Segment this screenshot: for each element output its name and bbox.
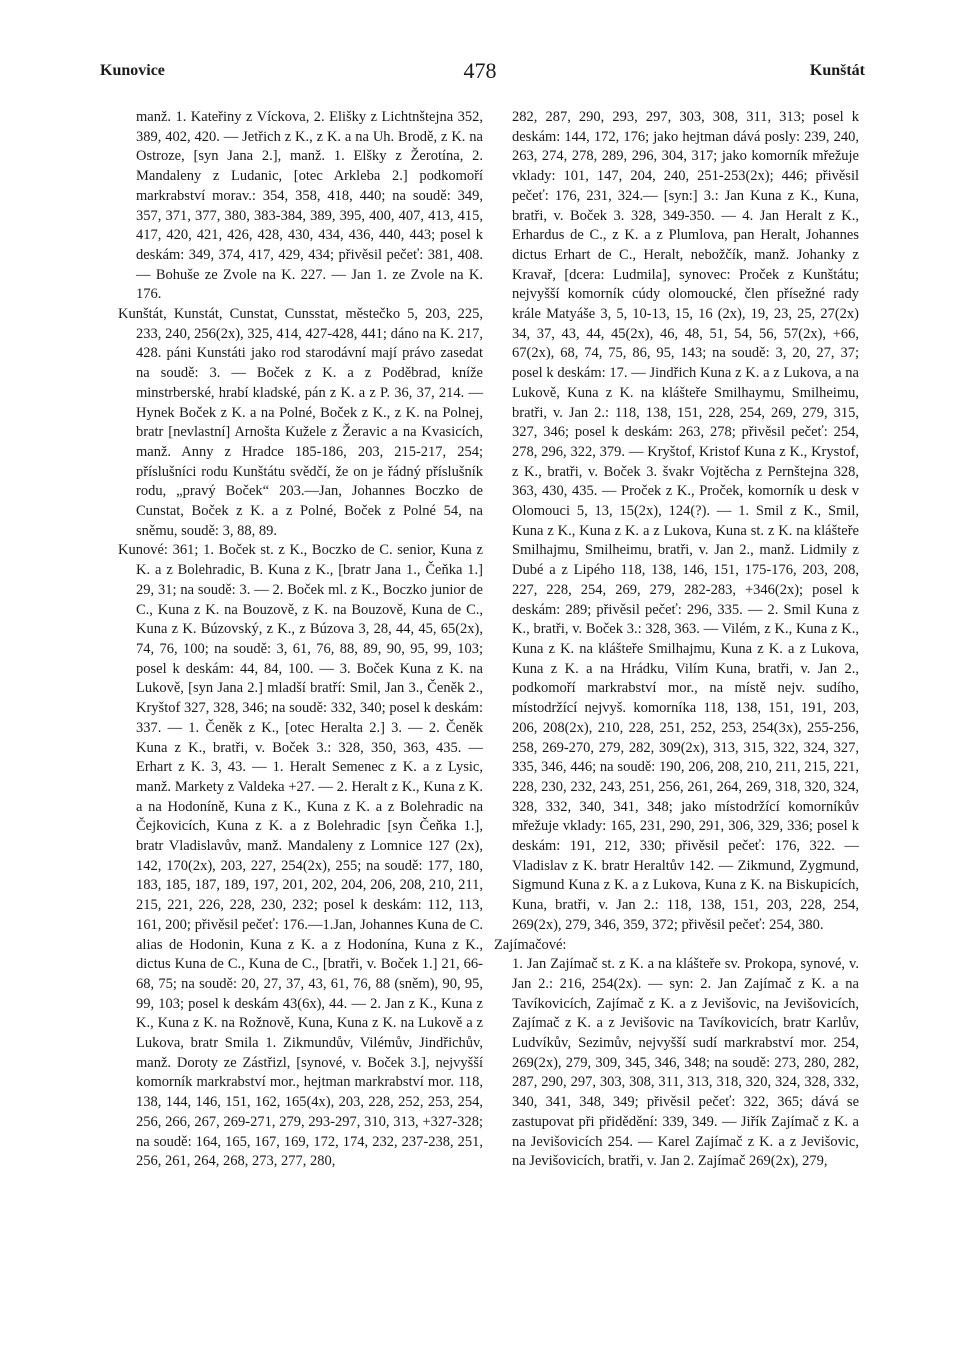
right-column xyxy=(494,108,859,1172)
index-paragraph: manž. 1. Kateřiny z Víckova, 2. Elišky z Lichtnštejna 352, 389, 402, 420. — Jetřich z K., z K. a na Uh. Brodě, z K. na Ostroze, [syn Jana 2.], manž. 1. Elšky z Žerotína, 2. Mandaleny z Ludanic, [otec Arkleba 2.] podkomoří markrabství morav.: 354, 358, 418, 440; na soudě: 349, 357, 371, 377, 380, 383-384, 389, 395, 400, 407, 413, 415, 417, 420, 421, 426, 428, 430, 434, 436, 440, 443; posel k deskám: 349, 374, 417, 429, 434; přivěsil pečeť: 381, 408. — Bohuše ze Zvole na K. 227. — Jan 1. ze Zvole na K. 176. xyxy=(136,109,483,303)
index-paragraph: 1. Jan Zajímač st. z K. a na klášteře sv. Prokopa, synové, v. Jan 2.: 216, 254(2x). — syn: 2. Jan Zajímač z K. a na Tavíkovicích, Zajímač z K. a z Jevišovic, na Jevišovicích, Zajímač z K. a z Jevišovic na Tavíkovicích, bratr Karlův, Ludvíkův, Sezimův, nejvyšší sudí markrabství mor. 254, 269(2x), 279, 309, 345, 346, 348; na soudě: 273, 280, 282, 287, 290, 297, 303, 308, 311, 313, 318, 320, 324, 328, 332, 340, 341, 348, 349; přivěsil pečeť: 322, 365; dává se zastupovat při přidědění: 339, 349. — Jiřík Zajímač z K. a na Jevišovicích 254. — Karel Zajímač z K. a z Jevišovic, na Jevišovicích, bratři, v. Jan 2. Zajímač 269(2x), 279, xyxy=(512,956,859,1170)
index-paragraph: 282, 287, 290, 293, 297, 303, 308, 311, 313; posel k deskám: 144, 172, 176; jako hejtman dává posly: 239, 240, 263, 274, 278, 289, 296, 304, 317; jako komorník mřežuje vklady: 101, 147, 204, 240, 251-253(2x); 446; přivěsil pečeť: 176, 231, 324.— [syn:] 3.: Jan Kuna z K., Kuna, bratři, v. Boček 3. 328, 349-350. — 4. Jan Heralt z K., Erhardus de C., z K. a z Plumlova, pan Heralt, Johannes dictus Erhart de C., Heralt, nebožčík, manž. Johanky z Kravař, [dcera: Ludmila], synovec: Proček z Kunštátu; nejvyšší komorník cúdy olomoucké, člen přísežné rady krále Matyáše 3, 5, 10-13, 15, 16 (2x), 19, 23, 25, 27(2x) 34, 37, 43, 44, 45(2x), 46, 48, 51, 54, 56, 57(2x), +66, 67(2x), 68, 74, 75, 86, 95, 143; na soudě: 3, 20, 27, 37; posel k deskám: 17. — Jindřich Kuna z K. a z Lukova, a na Lukově, Kuna z K. na klášteře Smilhaymu, Smilheimu, bratři, v. Jan 2.: 118, 138, 151, 228, 254, 269, 279, 315, 327, 346; posel k deskám: 263, 278; přivěsil pečeť: 254, 278, 296, 322, 379. — Kryštof, Kristof Kuna z K., Krystof, z K., bratři, v. Boček 3. švakr Vojtěcha z Pernštejna 328, 363, 430, 435. — Proček z K., Proček, komorník u desk v Olomouci 5, 13, 15(2x), 124(?). — 1. Smil z K., Smil, Kuna z K., Kuna z K. a z Lukova, Kuna st. z K. na klášteře Smilhajmu, Smilheimu, bratři, v. Jan 2., manž. Lidmily z Dubé a z Lipého 118, 138, 146, 151, 175-176, 203, 208, 227, 228, 254, 269, 279, 282-283, +346(2x); posel k deskám: 289; přivěsil pečeť: 296, 335. — 2. Smil Kuna z K., bratři, v. Boček 3.: 328, 363. — Vilém, z K., Kuna z K., Kuna z K. na klášteře Smilhajmu, Kuna z K. a z Lukova, Kuna z K. a na Hrádku, Vilím Kuna, bratři, v. Jan 2., podkomoří markrabství mor., na místě nejv. sudího, místodržící nejvyš. komorníka 118, 138, 151, 191, 203, 206, 208(2x), 210, 228, 251, 252, 253, 254(3x), 255-256, 258, 269-270, 279, 282, 309(2x), 313, 315, 322, 324, 327, 335, 346, 446; na soudě: 190, 206, 208, 210, 211, 215, 221, 228, 230, 232, 243, 251, 256, 261, 264, 269, 318, 320, 324, 328, 332, 340, 341, 348; jako místodržící komorníkův mřežuje vklady: 165, 231, 290, 291, 306, 329, 336; posel k deskám: 191, 212, 330; přivěsil pečeť: 176, 322. — Vladislav z K. bratr Heraltův 142. — Zikmund, Zygmund, Sigmund Kuna z K. a z Lukova, Kuna z K. na Biskupicích, Kuna, bratři, v. Jan 2.: 118, 138, 151, 203, 228, 254, 269(2x), 279, 346, 359, 372; přivěsil pečeť: 254, 380. xyxy=(512,109,859,933)
index-entry: Kunštát, Kunstát, Cunstat, Cunsstat, městečko 5, 203, 225, 233, 240, 256(2x), 325, 414, 427-428, 441; dáno na K. 217, 428. páni Kunstáti jako rod starodávní mají právo zasedat na soudě: 3. — Boček z K. a z Poděbrad, kníže minstrberské, hrabí kladské, pán z K. a z P. 36, 37, 214. — Hynek Boček z K. a na Polné, Boček z K., z K. na Polnej, bratr [nevlastní] Arnošta Kužele z Žeravic a na Kvasicích, manž. Anny z Hradce 185-186, 203, 215-217, 254; příslušníci rodu Kunštátu svědčí, že on je řádný příslušník rodu, „pravý Boček“ 203.—Jan, Johannes Boczko de Cunstat, Boček z K. a z Polné, Boček z Polné 54, na sněmu, soudě: 3, 88, 89. xyxy=(118,306,483,539)
index-entry: Zajímačové: xyxy=(494,936,567,953)
page-number: 478 xyxy=(463,58,497,83)
running-head-right: Kunštát xyxy=(809,62,865,79)
running-head-left: Kunovice xyxy=(100,62,165,79)
left-column xyxy=(118,108,483,1172)
index-entry: Kunové: 361; 1. Boček st. z K., Boczko de C. senior, Kuna z K. a z Bolehradic, B. Kuna z K., [bratr Jana 1., Čeňka 1.] 29, 31; na soudě: 3. — 2. Boček ml. z K., Boczko junior de C., Kuna z K. na Bouzově, z K. na Bouzově, Kuna de C., Kuna z K. Búzovský, z K., z Búzova 3, 28, 44, 45, 65(2x), 74, 76, 100; na soudě: 3, 61, 76, 88, 89, 90, 95, 99, 103; posel k deskám: 44, 84, 100. — 3. Boček Kuna z K. na Lukově, [syn Jana 2.] mladší bratří: Smil, Jan 3., Čeněk 2., Kryštof 327, 328, 346; na soudě: 332, 340; posel k deskám: 337. — 1. Čeněk z K., [otec Heralta 2.] 3. — 2. Čeněk Kuna z K., bratři, v. Boček 3.: 328, 350, 363, 435. — Erhart z K. 3, 43. — 1. Heralt Semenec z K. a z Lysic, manž. Markety z Valdeka +27. — 2. Heralt z K., Kuna z K. a na Hodoníně, Kuna z K., Kuna z K. a z Bolehradic na Čejkovicích, Kuna z K. a z Bolehradic [syn Čeňka 1.], bratr Vladislavův, manž. Mandaleny z Lomnice 127 (2x), 142, 170(2x), 203, 227, 254(2x), 255; na soudě: 177, 180, 183, 185, 187, 189, 197, 201, 202, 204, 206, 208, 210, 211, 215, 221, 226, 228, 230, 232; posel k deskám: 112, 113, 161, 200; přivěsil pečeť: 176.—1.Jan, Johannes Kuna de C. alias de Hodonin, Kuna z K. a z Hodonína, Kuna z K., dictus Kuna de C., Kuna de C., [bratři, v. Boček 1.] 21, 66-68, 75; na soudě: 20, 27, 37, 43, 61, 76, 88 (sněm), 90, 95, 99, 103; posel k deskám 43(6x), 44. — 2. Jan z K., Kuna z K., Kuna z K. na Rožnově, Kuna, Kuna z K. na Lukově a z Lukova, bratr Smila 1. Zikmundův, Vilémův, Jindřichův, manž. Doroty ze Zástřizl, [synové, v. Boček 3.], nejvyšší komorník markrabství mor., hejtman markrabství mor. 118, 138, 144, 146, 151, 162, 165(4x), 203, 228, 252, 253, 254, 256, 266, 267, 269-271, 279, 293-297, 310, 313, +327-328; na soudě: 164, 165, 167, 169, 172, 174, 232, 237-238, 251, 256, 261, 264, 268, 273, 277, 280, xyxy=(118,542,483,1170)
